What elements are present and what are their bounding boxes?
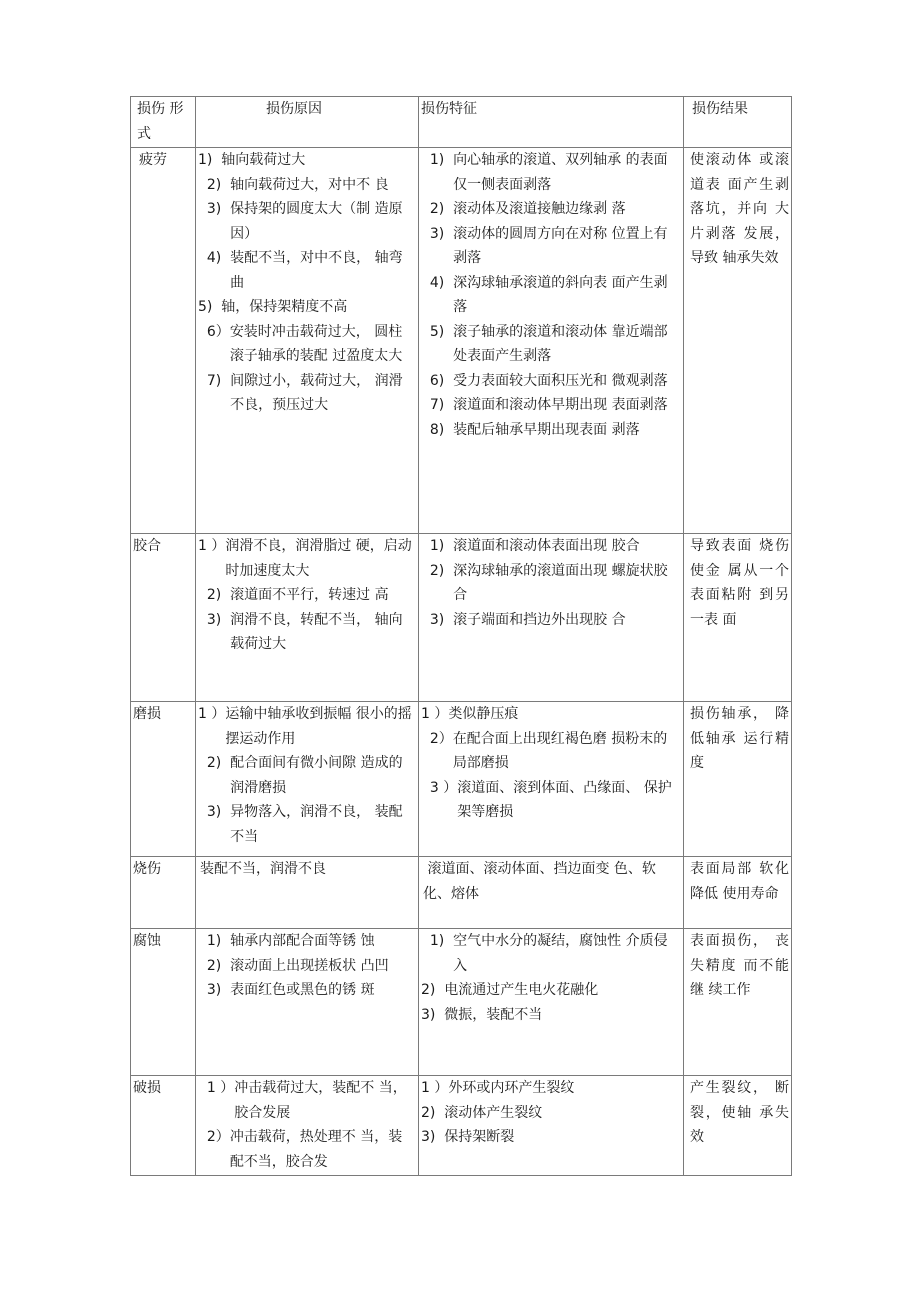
damage-type-cell: 腐蚀 [131, 929, 196, 1076]
list-item: 1) 空气中水分的凝结，腐蚀性 介质侵入 [421, 933, 668, 974]
list-item: 4) 深沟球轴承滚道的斜向表 面产生剥落 [421, 274, 668, 315]
table-row [131, 1076, 792, 1176]
list-item: 5) 轴，保持架精度不高 [198, 299, 348, 315]
list-item: 7) 滚道面和滚动体早期出现 表面剥落 [421, 397, 668, 413]
list-item: 1 ） 外环或内环产生裂纹 [421, 1080, 575, 1096]
header-damage-result: 损伤结果 [684, 97, 792, 148]
list-item: 3) 表面红色或黑色的锈 斑 [198, 982, 375, 998]
damage-type-cell: 烧伤 [131, 857, 196, 929]
cause-cell [196, 1076, 419, 1176]
list-item: 1) 向心轴承的滚道、双列轴承 的表面仅一侧表面剥落 [421, 152, 668, 193]
list-item: 2) 滚动面上出现搓板状 凸凹 [198, 957, 389, 974]
feature-cell [419, 148, 684, 534]
header-damage-feature: 损伤特征 [419, 97, 684, 148]
list-item: 2) 电流通过产生电火花融化 [421, 982, 599, 998]
result-cell: 产生裂纹， 断裂，使轴 承失效 [684, 1076, 792, 1176]
list-item: 2) 滚动体产生裂纹 [421, 1104, 543, 1121]
cause-cell [196, 702, 419, 857]
bearing-damage-table [130, 96, 792, 1176]
list-item: 5) 滚子轴承的滚道和滚动体 靠近端部处表面产生剥落 [421, 323, 668, 364]
table-row [131, 148, 792, 534]
feature-cell [419, 702, 684, 857]
table-row [131, 929, 792, 1076]
table-row [131, 702, 792, 857]
list-item: 3) 滚子端面和挡边外出现胶 合 [421, 611, 626, 628]
list-item: 2） 在配合面上出现红褐色磨 损粉末的局部磨损 [421, 730, 668, 771]
list-item: 1) 轴承内部配合面等锈 蚀 [198, 933, 375, 949]
list-item: 7) 间隙过小，载荷过大， 润滑不良，预压过大 [198, 372, 403, 413]
cause-cell [196, 148, 419, 534]
list-item: 6） 安装时冲击载荷过大， 圆柱滚子轴承的装配 过盈度太大 [198, 323, 403, 364]
list-item: 2) 滚动体及滚道接触边缘剥 落 [421, 201, 626, 217]
list-item: 6) 受力表面较大面积压光和 微观剥落 [421, 372, 668, 389]
result-cell: 导致表面 烧伤使金 属从一个表面粘附 到另一表 面 [684, 534, 792, 702]
result-cell: 损伤轴承， 降低轴承 运行精度 [684, 702, 792, 857]
header-row [131, 97, 792, 148]
damage-type-cell: 疲劳 [131, 148, 196, 534]
feature-cell [419, 1076, 684, 1176]
list-item: 4) 装配不当，对中不良， 轴弯曲 [198, 250, 403, 291]
feature-cell [419, 929, 684, 1076]
list-item: 2) 深沟球轴承的滚道面出现 螺旋状胶合 [421, 562, 668, 603]
list-item: 8) 装配后轴承早期出现表面 剥落 [421, 421, 640, 438]
cause-cell [196, 857, 419, 929]
cause-cell [196, 534, 419, 702]
cause-cell [196, 929, 419, 1076]
damage-type-cell: 破损 [131, 1076, 196, 1176]
damage-type-cell: 胶合 [131, 534, 196, 702]
list-item: 3) 保持架断裂 [421, 1129, 515, 1145]
damage-type-cell: 磨损 [131, 702, 196, 857]
list-item: 2) 轴向载荷过大，对中不 良 [198, 176, 389, 193]
list-item: 1) 滚道面和滚动体表面出现 胶合 [421, 538, 640, 554]
feature-cell [419, 857, 684, 929]
list-item: 1) 轴向载荷过大 [198, 152, 306, 168]
list-item: 3) 保持架的圆度太大（制 造原因） [198, 201, 403, 242]
feature-cell [419, 534, 684, 702]
table-row [131, 857, 792, 929]
cause-text: 装配不当，润滑不良 [200, 861, 326, 877]
header-damage-cause: 损伤原因 [196, 97, 419, 148]
list-item: 3) 异物落入，润滑不良， 装配不当 [198, 804, 403, 845]
list-item: 1 ） 类似静压痕 [421, 706, 519, 722]
result-cell: 使滚动体 或滚道表 面产生剥落坑，并向 大片剥落 发展，导致 轴承失效 [684, 148, 792, 534]
table-row [131, 534, 792, 702]
header-damage-type: 损伤 形式 [131, 97, 196, 148]
list-item: 2) 配合面间有微小间隙 造成的润滑磨损 [198, 755, 403, 796]
list-item: 3) 润滑不良，转配不当， 轴向载荷过大 [198, 611, 403, 652]
list-item: 2） 冲击载荷，热处理不 当，装配不当，胶合发 [198, 1129, 403, 1170]
list-item: 3) 滚动体的圆周方向在对称 位置上有剥落 [421, 225, 668, 266]
list-item: 1 ） 运输中轴承收到振幅 很小的摇摆运动作用 [198, 706, 412, 747]
list-item: 1 ） 润滑不良，润滑脂过 硬，启动时加速度太大 [198, 538, 412, 579]
result-cell: 表面局部 软化降低 使用寿命 [684, 857, 792, 929]
list-item: 1 ） 冲击载荷过大，装配不 当，胶合发展 [198, 1080, 407, 1121]
result-cell: 表面损伤， 丧失精度 而不能继 续工作 [684, 929, 792, 1076]
list-item: 3 ） 滚道面、滚到体面、凸缘面、 保护架等磨损 [421, 779, 672, 820]
feature-text: 滚道面、滚动体面、挡边面变 色、软化、熔体 [423, 861, 656, 902]
list-item: 2) 滚道面不平行，转速过 高 [198, 587, 389, 603]
list-item: 3) 微振，装配不当 [421, 1006, 543, 1023]
